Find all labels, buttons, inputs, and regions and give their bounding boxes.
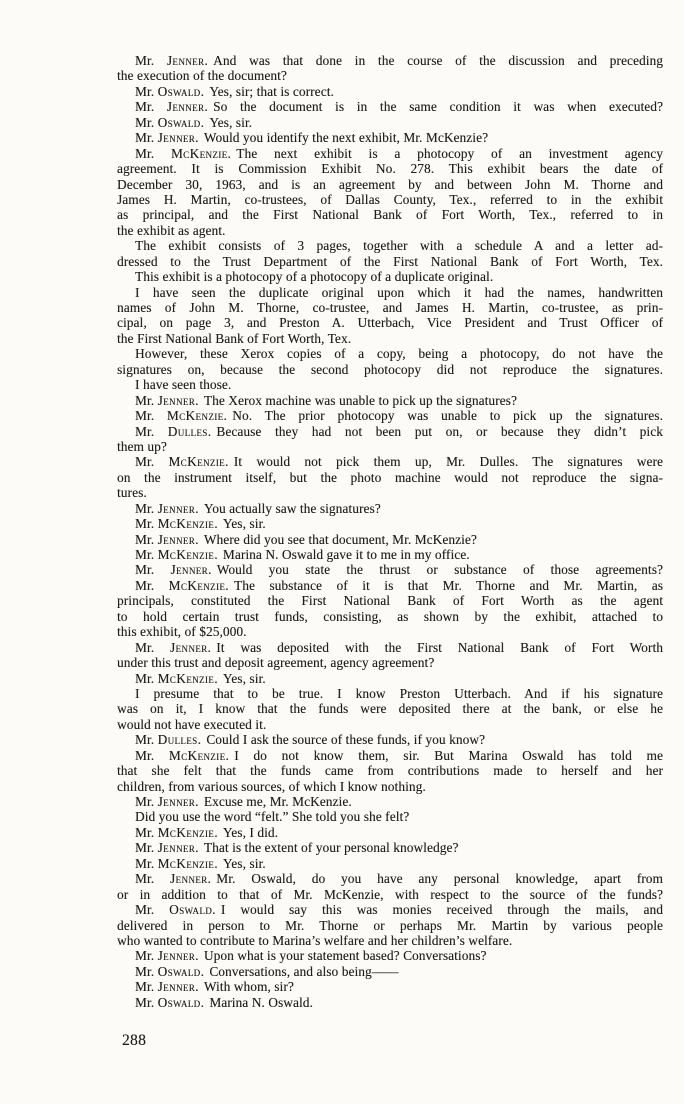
transcript-line [117, 161, 663, 176]
speaker-name: Jenner. [169, 639, 212, 655]
transcript-line [117, 84, 663, 99]
speaker-prefix: Mr. [135, 83, 158, 99]
line-text: this exhibit, of $25,000. [117, 624, 247, 640]
line-text: The substance of it is that Mr. Thorne and Mr. Martin, as [233, 577, 663, 593]
transcript-line [117, 593, 663, 608]
transcript-line [117, 671, 663, 686]
line-text: Where did you see that document, Mr. McKenzie? [203, 531, 477, 547]
transcript-line [117, 285, 663, 300]
transcript-line [117, 933, 663, 948]
speaker-prefix: Mr. [135, 130, 158, 146]
line-text: The exhibit consists of 3 pages, together with a schedule A and a letter ad- [135, 238, 663, 254]
speaker-name: Oswald. [157, 963, 205, 979]
line-text: With whom, sir? [203, 979, 294, 995]
speaker-prefix: Mr. [135, 99, 167, 115]
line-text: Because they had not been put on, or because they didn’t pick [216, 423, 663, 439]
line-text: names of John M. Thorne, co-trustee, and James H. Martin, co-trustee, as prin- [117, 300, 663, 315]
line-text: James H. Martin, co-trustees, of Dallas County, Tex., referred to in the exhibit [117, 191, 663, 207]
transcript-line [117, 53, 663, 68]
line-text: I presume that to be true. I know Preston Utterbach. And if his signature [135, 685, 663, 701]
line-text: Marina N. Oswald gave it to me in my office. [222, 547, 470, 562]
speaker-name: McKenzie. [166, 408, 228, 424]
transcript-line [117, 439, 663, 454]
transcript-line [117, 300, 663, 315]
speaker-prefix: Mr. [135, 547, 158, 562]
line-text: Did you use the word “felt.” She told you she felt? [135, 809, 410, 825]
transcript-line [117, 146, 663, 161]
transcript-line [117, 485, 663, 500]
transcript-line [117, 640, 663, 655]
transcript-line [117, 115, 663, 130]
transcript-line [117, 408, 663, 423]
transcript-line [117, 871, 663, 886]
speaker-prefix: Mr. [135, 639, 170, 655]
transcript-line [117, 763, 663, 778]
line-text: Conversations, and also being—— [209, 963, 399, 979]
speaker-name: McKenzie. [157, 824, 218, 840]
speaker-name: McKenzie. [157, 670, 218, 686]
speaker-prefix: Mr. [135, 979, 158, 995]
speaker-prefix: Mr. [135, 454, 169, 470]
transcript-line [117, 995, 663, 1010]
line-text: Marina N. Oswald. [209, 994, 313, 1010]
line-text: agreement. It is Commission Exhibit No. 278. This exhibit bears the date of [117, 161, 663, 177]
speaker-name: Jenner. [169, 871, 212, 887]
transcript-line [117, 207, 663, 222]
speaker-name: Oswald. [169, 902, 216, 918]
line-text: Would you state the thrust or substance of those agreements? [216, 562, 663, 578]
line-text: tures. [117, 485, 147, 501]
line-text: Yes, sir. [209, 114, 253, 130]
line-text: principals, constituted the First National Bank of Fort Worth as the agent [117, 593, 663, 609]
line-text: December 30, 1963, and is an agreement by and between John M. Thorne and [117, 176, 663, 192]
speaker-prefix: Mr. [135, 824, 158, 840]
line-text: This exhibit is a photocopy of a photocopy of a duplicate original. [135, 269, 494, 285]
transcript-line [117, 624, 663, 639]
speaker-prefix: Mr. [135, 577, 169, 593]
speaker-prefix: Mr. [135, 114, 158, 130]
page-number: 288 [122, 1032, 147, 1049]
line-text: Yes, sir. [222, 670, 266, 686]
transcript-line [117, 393, 663, 408]
transcript-line [117, 377, 663, 392]
transcript-line [117, 979, 663, 994]
speaker-name: McKenzie. [168, 577, 229, 593]
line-text: It was deposited with the First National Bank of Fort Worth [216, 639, 663, 655]
speaker-name: McKenzie. [168, 747, 230, 763]
line-text: Excuse me, Mr. McKenzie. [203, 794, 352, 809]
transcript-line [117, 856, 663, 871]
line-text: the First National Bank of Fort Worth, Tex. [117, 330, 352, 346]
transcript-line [117, 254, 663, 269]
transcript [117, 53, 663, 1010]
speaker-prefix: Mr. [135, 855, 158, 871]
speaker-prefix: Mr. [135, 747, 169, 763]
transcript-line [117, 532, 663, 547]
speaker-prefix: Mr. [135, 732, 158, 748]
line-text: on the instrument itself, but the photo machine would not reproduce the signa- [117, 469, 663, 485]
speaker-name: Oswald. [157, 994, 205, 1010]
transcript-line [117, 655, 663, 670]
speaker-name: McKenzie. [157, 855, 218, 871]
line-text: I do not know them, sir. But Marina Oswald has told me [234, 747, 663, 763]
transcript-line [117, 794, 663, 809]
transcript-line [117, 902, 663, 917]
line-text: signatures on, because the second photocopy did not reproduce the signatures. [117, 361, 663, 377]
transcript-line [117, 99, 663, 114]
speaker-name: Jenner. [157, 531, 199, 547]
speaker-prefix: Mr. [135, 53, 167, 68]
speaker-prefix: Mr. [135, 392, 158, 408]
transcript-line [117, 547, 663, 562]
line-text: under this trust and deposit agreement, agency agreement? [117, 655, 435, 671]
transcript-line [117, 717, 663, 732]
speaker-prefix: Mr. [135, 670, 158, 686]
speaker-prefix: Mr. [135, 531, 158, 547]
speaker-prefix: Mr. [135, 500, 158, 516]
speaker-prefix: Mr. [135, 994, 158, 1010]
speaker-name: McKenzie. [157, 516, 218, 532]
line-text: I have seen the duplicate original upon which it had the names, handwritten [135, 284, 663, 300]
speaker-name: McKenzie. [168, 454, 229, 470]
speaker-name: Jenner. [157, 130, 199, 146]
transcript-line [117, 964, 663, 979]
line-text: Yes, sir. [222, 855, 266, 871]
line-text: as principal, and the First National Bank of Fort Worth, Tex., referred to in [117, 207, 663, 223]
speaker-name: Jenner. [157, 794, 199, 809]
transcript-line [117, 825, 663, 840]
speaker-name: Jenner. [170, 562, 212, 578]
line-text: I would say this was monies received through the mails, and [220, 902, 663, 918]
transcript-line [117, 701, 663, 716]
speaker-name: Jenner. [166, 53, 209, 68]
transcript-line [117, 840, 663, 855]
transcript-line [117, 238, 663, 253]
transcript-line [117, 809, 663, 824]
line-text: them up? [117, 438, 167, 454]
line-text: dressed to the Trust Department of the First National Bank of Fort Worth, Tex. [117, 253, 663, 269]
line-text: delivered in person to Mr. Thorne or perhaps Mr. Martin by various people [117, 917, 663, 933]
transcript-line [117, 269, 663, 284]
line-text: Yes, sir; that is correct. [209, 83, 334, 99]
transcript-line [117, 362, 663, 377]
transcript-line [117, 454, 663, 469]
transcript-line [117, 424, 663, 439]
line-text: was on it, I know that the funds were deposited there at the bank, or else he [117, 701, 663, 717]
line-text: who wanted to contribute to Marina’s welfare and her children’s welfare. [117, 932, 513, 948]
speaker-prefix: Mr. [135, 871, 170, 887]
line-text: children, from various sources, of which I know nothing. [117, 778, 426, 794]
line-text: That is the extent of your personal knowledge? [203, 840, 459, 856]
speaker-name: Dulles. [167, 423, 212, 439]
line-text: The Xerox machine was unable to pick up the signatures? [203, 392, 517, 408]
line-text: cipal, on page 3, and Preston A. Utterbach, Vice President and Trust Officer of [117, 315, 663, 331]
transcript-line [117, 501, 663, 516]
transcript-line [117, 192, 663, 207]
line-text: Would you identify the next exhibit, Mr. McKenzie? [203, 130, 489, 146]
speaker-name: Jenner. [157, 840, 199, 856]
line-text: Mr. Oswald, do you have any personal knowledge, apart from [216, 871, 663, 887]
line-text: would not have executed it. [117, 716, 267, 732]
line-text: Upon what is your statement based? Conversations? [203, 948, 487, 964]
transcript-line [117, 331, 663, 346]
transcript-line [117, 516, 663, 531]
speaker-name: Jenner. [166, 99, 209, 115]
line-text: And was that done in the course of the discussion and preceding [213, 53, 663, 68]
transcript-line [117, 346, 663, 361]
transcript-line [117, 315, 663, 330]
line-text: the exhibit as agent. [117, 222, 226, 238]
transcript-line [117, 748, 663, 763]
speaker-prefix: Mr. [135, 423, 168, 439]
transcript-line [117, 887, 663, 902]
speaker-name: Jenner. [157, 948, 199, 964]
line-text: The next exhibit is a photocopy of an investment agency [236, 145, 663, 161]
transcript-line [117, 470, 663, 485]
transcript-line [117, 130, 663, 145]
speaker-prefix: Mr. [135, 145, 171, 161]
speaker-name: McKenzie. [170, 145, 232, 161]
speaker-prefix: Mr. [135, 902, 170, 918]
line-text: You actually saw the signatures? [203, 500, 381, 516]
speaker-name: Oswald. [157, 114, 205, 130]
speaker-name: Oswald. [157, 83, 205, 99]
transcript-line [117, 686, 663, 701]
line-text: the execution of the document? [117, 68, 287, 84]
speaker-prefix: Mr. [135, 794, 158, 809]
speaker-name: Dulles. [157, 732, 202, 748]
transcript-line [117, 918, 663, 933]
speaker-prefix: Mr. [135, 840, 158, 856]
transcript-line [117, 177, 663, 192]
line-text: No. The prior photocopy was unable to pick up the signatures. [232, 408, 663, 424]
line-text: or in addition to that of Mr. McKenzie, with respect to the source of the funds? [117, 886, 663, 902]
line-text: However, these Xerox copies of a copy, being a photocopy, do not have the [135, 346, 663, 362]
transcript-line [117, 68, 663, 83]
line-text: to hold certain trust funds, consisting, as shown by the exhibit, attached to [117, 608, 663, 624]
line-text: that she felt that the funds came from contributions made to herself and her [117, 763, 663, 779]
line-text: So the document is in the same condition it was when executed? [213, 99, 663, 115]
transcript-line [117, 779, 663, 794]
line-text: It would not pick them up, Mr. Dulles. The signatures were [233, 454, 663, 470]
speaker-name: Jenner. [157, 500, 199, 516]
transcript-line [117, 732, 663, 747]
transcript-line [117, 223, 663, 238]
line-text: Could I ask the source of these funds, if you know? [206, 732, 486, 748]
transcript-line [117, 578, 663, 593]
speaker-name: Jenner. [157, 979, 199, 995]
speaker-prefix: Mr. [135, 963, 158, 979]
speaker-prefix: Mr. [135, 516, 158, 532]
line-text: Yes, I did. [222, 824, 279, 840]
speaker-prefix: Mr. [135, 562, 171, 578]
transcript-line [117, 609, 663, 624]
speaker-name: Jenner. [157, 392, 199, 408]
speaker-prefix: Mr. [135, 408, 167, 424]
line-text: I have seen those. [135, 377, 232, 393]
transcript-line [117, 562, 663, 577]
transcript-line [117, 948, 663, 963]
speaker-prefix: Mr. [135, 948, 158, 964]
speaker-name: McKenzie. [157, 547, 218, 562]
line-text: Yes, sir. [222, 516, 266, 532]
